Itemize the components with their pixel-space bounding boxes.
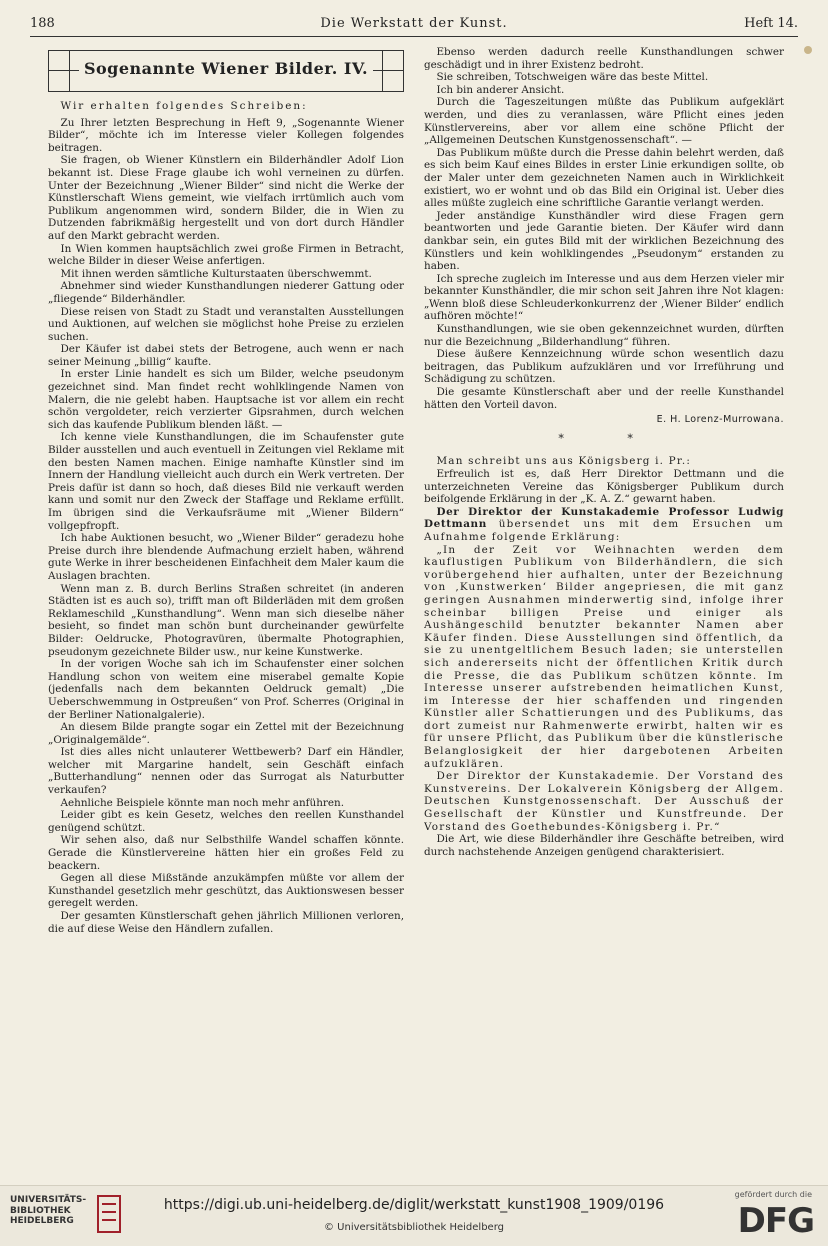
paragraph: Kunsthandlungen, wie sie oben gekennzeichnet wurden, dürften nur die Bezeichnung „Bilderhandlung“ führen. — [424, 323, 784, 348]
viewer-footer — [0, 1185, 828, 1246]
paragraph: Ich spreche zugleich im Interesse und aus dem Herzen vieler mir bekannter Kunsthändler, die mir schon seit Jahren ihre Not klagen: „Wenn bloß diese Schleuderkonkurrenz der ‚Wiener Bilder‘ endlich aufhören möchte!“ — [424, 272, 784, 323]
paragraph: Sie fragen, ob Wiener Künstlern ein Bilderhändler Adolf Lion bekannt ist. Diese Frage glaube ich wohl verneinen zu dürfen. Unter der Bezeichnung „Wiener Bilder“ sind nicht die Werke der Künstlerschaft Wiens gemeint, wie vielfach irrtümlich auch vom Publikum angenommen wird, sondern Bilder, die in Wien zu Dutzenden fabrikmäßig hergestellt und von dort durch Händler auf den Markt gebracht werden. — [48, 154, 404, 242]
permalink-link[interactable]: https://digi.ub.uni-heidelberg.de/diglit/werkstatt_kunst1908_1909/0196 — [163, 1197, 665, 1213]
copyright-note: © Universitätsbibliothek Heidelberg — [323, 1222, 504, 1233]
paragraph: Sie schreiben, Totschweigen wäre das beste Mittel. — [436, 71, 709, 84]
closing-paragraph: Die Art, wie diese Bilderhändler ihre Geschäfte betreiben, wird durch nachstehende Anzeigen genügend charakterisiert. — [424, 833, 784, 858]
paragraph: Der gesamten Künstlerschaft gehen jährlich Millionen verloren, die auf diese Weise den Händlern zufallen. — [48, 910, 404, 935]
paragraph: Mit ihnen werden sämtliche Kulturstaaten überschwemmt. — [60, 267, 372, 280]
paragraph: An diesem Bilde prangte sogar ein Zettel mit der Bezeichnung „Originalgemälde“. — [48, 721, 404, 746]
article-title-box — [48, 50, 404, 92]
paragraph: Zu Ihrer letzten Besprechung in Heft 9, „Sogenannte Wiener Bilder“, möchte ich im Interesse vieler Kollegen folgendes beitragen. — [48, 116, 404, 154]
paragraph: Diese äußere Kennzeichnung würde schon wesentlich dazu beitragen, das Publikum aufzuklären und vor Irreführung und Schädigung zu schützen. — [424, 348, 784, 386]
running-header — [30, 14, 798, 37]
paragraph: Wir erhalten folgendes Schreiben: — [60, 100, 308, 112]
dettmann-lead: übersendet uns mit dem Ersuchen um Aufnahme folgende Erklärung: — [424, 518, 784, 543]
journal-title: Die Werkstatt der Kunst. — [320, 16, 508, 31]
funder-caption: gefördert durch die — [734, 1190, 812, 1199]
koenigsberg-intro: Man schreibt uns aus Königsberg i. Pr.: — [436, 455, 692, 468]
paragraph: Diese reisen von Stadt zu Stadt und veranstalten Ausstellungen und Auktionen, auf welchen sie möglichst hohe Preise zu erzielen suchen. — [48, 305, 404, 343]
paragraph: Leider gibt es kein Gesetz, welches den reellen Kunsthandel genügend schützt. — [48, 809, 404, 834]
paragraph: Das Publikum müßte durch die Presse dahin belehrt werden, daß es sich beim Kauf eines Bildes in erster Linie erkundigen sollte, ob der Maler unter dem gezeichneten Namen auch in Wirklichkeit existiert, wo er wohnt und ob das Bild ein Original ist. Ueber dies alles müßte zugleich eine schriftliche Garantie verlangt werden. — [424, 146, 784, 210]
paragraph: In der vorigen Woche sah ich im Schaufenster einer solchen Handlung schon von weitem eine miserabel gemalte Kopie (jedenfalls nach dem bekannten Oeldruck gemalt) „Die Ueberschwemmung in Ostpreußen“ von Prof. Scherres (Original in der Berliner Nationalgalerie). — [48, 658, 404, 721]
library-name: UNIVERSITÄTS-BIBLIOTHEK HEIDELBERG — [10, 1195, 87, 1226]
paper-mark — [804, 46, 812, 54]
paragraph: Ich kenne viele Kunsthandlungen, die im Schaufenster gute Bilder ausstellen und auch eventuell in Zeitungen viel Reklame mit den besten Namen machen. Einige namhafte Künstler sind im Innern der Handlung vielleicht auch durch ein Werk vertreten. Der Preis dafür ist dann so hoch, daß dieses Bild nie verkauft werden kann und somit nur den Zweck der Staffage und Reklame erfüllt. Im übrigen sind die Verkaufsräume mit „Wiener Bildern“ vollgepfropft. — [48, 431, 404, 532]
article-title: Sogenannte Wiener Bilder. IV. — [79, 59, 373, 78]
paragraph: Gegen all diese Mißstände anzukämpfen müßte vor allem der Kunsthandel gesetzlich mehr geschützt, das Auktionswesen besser geregelt werden. — [48, 872, 404, 910]
declaration: „In der Zeit vor Weihnachten werden dem kauflustigen Publikum von Bilderhändlern, die sich vorübergehend hier aufhalten, unter der Bezeichnung von ‚Kunstwerken‘ Bilder angepriesen, die mit ganz geringen Ausnahmen minderwertig sind, infolge ihrer scheinbar billigen Preise und einiger als Aushängeschild benutzter bekannter Namen aber Käufer finden. Diese Ausstellungen sind öffentlich, da sie zu unentgeltlichem Besuch laden; sie unterstellen sich andererseits nicht der öffentlichen Kritik durch die Presse, die das Publikum schützen könnte. Im Interesse unserer aufstrebenden heimatlichen Kunst, im Interesse der hier schaffenden und ringenden Künstler aller Schattierungen und des Publikums, das dort zumeist nur Rahmenwerte erwirbt, halten wir es für unsere Pflicht, das Publikum über die künstlerische Belanglosigkeit der hier dargebotenen Arbeiten aufzuklären. — [424, 543, 784, 770]
page-number: 188 — [30, 16, 55, 31]
paragraph: In erster Linie handelt es sich um Bilder, welche pseudonym gezeichnet sind. Man findet recht wohlklingende Namen von Malern, die nie gelebt haben. Hauptsache ist vor allem ein recht schön vergoldeter, reich verzierter Gipsrahmen, durch welchen sich das kaufende Publikum blenden läßt. — — [48, 368, 404, 431]
dettmann-paragraph — [424, 506, 784, 544]
signatories: Der Direktor der Kunstakademie. Der Vorstand des Kunstvereins. Der Lokalverein Königsberg der Allgem. Deutschen Kunstgenossenschaft. Der Ausschuß der Gesellschaft der Künstler und Kunstfreunde. Der Vorstand des Goethebundes-Königsberg i. Pr.“ — [424, 770, 784, 833]
paragraph: Wenn man z. B. durch Berlins Straßen schreitet (in anderen Städten ist es auch so), trifft man oft Bilderläden mit dem großen Reklameschild „Kunsthandlung“. Wenn man sich dieselbe näher besieht, so findet man schön bunt durcheinander gewürfelte Bilder: Oeldrucke, Photogravüren, übermalte Photographien, pseudonym gezeichnete Bilder usw., nur keine Kunstwerke. — [48, 582, 404, 658]
paragraph: Wir sehen also, daß nur Selbsthilfe Wandel schaffen könnte. Gerade die Künstlervereine hätten hier ein großes Feld zu beackern. — [48, 834, 404, 872]
paragraph: Jeder anständige Kunsthändler wird diese Fragen gern beantworten und jede Garantie bieten. Der Käufer wird dann dankbar sein, ein gutes Bild mit der wirklichen Bezeichnung des Künstlers und kein wohlklingendes „Pseudonym“ erstanden zu haben. — [424, 209, 784, 273]
dfg-logo: DFG — [737, 1201, 814, 1241]
paragraph: Aehnliche Beispiele könnte man noch mehr anführen. — [60, 796, 345, 809]
dettmann-heading: Der Direktor der Kunstakademie Professor Ludwig Dettmann — [424, 505, 784, 531]
paragraph: Ebenso werden dadurch reelle Kunsthandlungen schwer geschädigt und in ihrer Existenz bedroht. — [424, 46, 784, 71]
paragraph: Ich bin anderer Ansicht. — [436, 83, 565, 96]
left-column — [48, 46, 404, 1171]
paragraph: Durch die Tageszeitungen müßte das Publikum aufgeklärt werden, und dies zu veranlassen, wäre Pflicht eines jeden Künstlervereins, aber vor allem eine schöne Pflicht der „Allgemeinen Deutschen Kunstgenossenschaft“. — — [424, 96, 784, 147]
right-column — [424, 46, 784, 1171]
author-signature: E. H. Lorenz-Murrowana. — [656, 414, 784, 426]
paragraph: In Wien kommen hauptsächlich zwei große Firmen in Betracht, welche Bilder in dieser Weise anfertigen. — [48, 242, 404, 268]
paragraph: Erfreulich ist es, daß Herr Direktor Dettmann und die unterzeichneten Vereine das Königsberger Publikum durch beifolgende Erklärung in der „K. A. Z.“ gewarnt haben. — [424, 468, 784, 506]
paragraph: Ist dies alles nicht unlauterer Wettbewerb? Darf ein Händler, welcher mit Margarine handelt, sein Geschäft einfach „Butterhandlung“ nennen oder das Surrogat als Naturbutter verkaufen? — [48, 746, 404, 797]
paragraph: Abnehmer sind wieder Kunsthandlungen niederer Gattung oder „fliegende“ Bilderhändler. — [48, 280, 404, 305]
paragraph: Die gesamte Künstlerschaft aber und der reelle Kunsthandel hätten den Vorteil davon. — [424, 386, 784, 411]
issue-number: Heft 14. — [744, 16, 798, 31]
section-separator: * * — [558, 431, 663, 445]
paragraph: Ich habe Auktionen besucht, wo „Wiener Bilder“ geradezu hohe Preise durch ihre blendende Aufmachung erzielt haben, während gute Werke in ihrer bescheidenen Einfachheit dem Maler kaum die Auslagen brachten. — [48, 532, 404, 582]
paragraph: Der Käufer ist dabei stets der Betrogene, auch wenn er nach seiner Meinung „billig“ kaufte. — [48, 343, 404, 368]
